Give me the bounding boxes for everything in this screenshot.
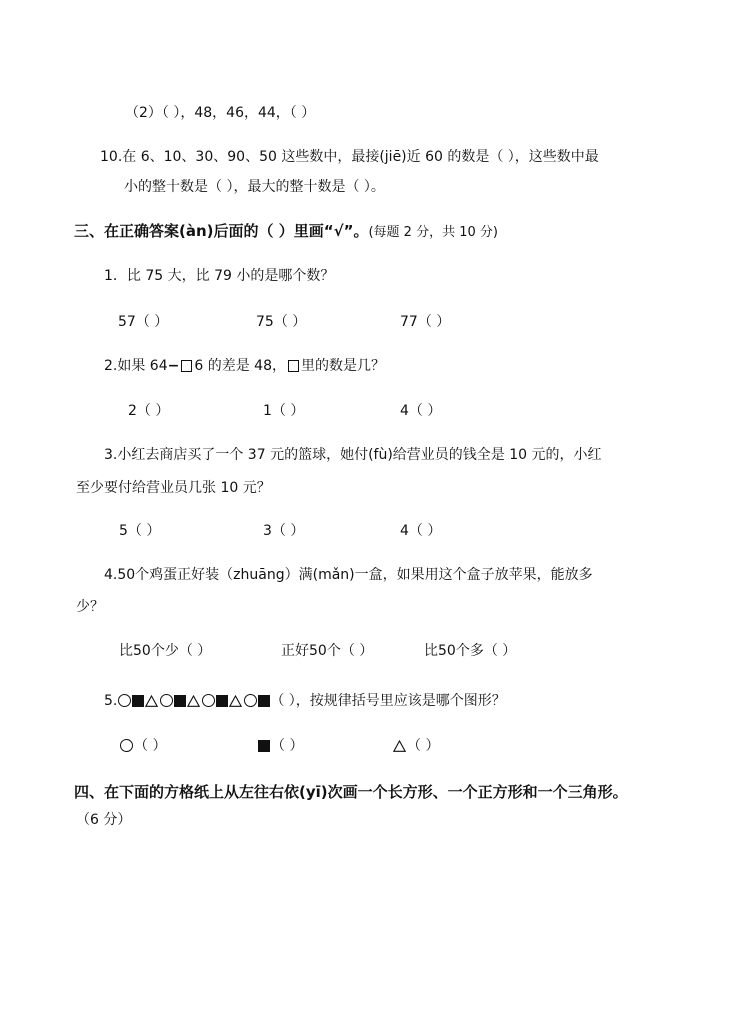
section4-note: （6 分）	[76, 812, 132, 828]
blank-box-icon	[288, 360, 299, 372]
q5-option-b-label: （ ）	[271, 738, 304, 754]
circle-icon	[202, 694, 215, 707]
filled-square-icon	[216, 695, 228, 707]
q5-prefix: 5.	[104, 693, 118, 709]
q3-line2: 至少要付给营业员几张 10 元？	[76, 480, 271, 496]
triangle-icon	[229, 695, 242, 707]
section4-title: 四、在下面的方格纸上从左往右依(yī)次画一个长方形、一个正方形和一个三角形。	[74, 783, 628, 801]
q2-prefix: 2.如果 64	[104, 358, 168, 374]
q5-question	[104, 692, 506, 710]
q3-line1: 3.小红去商店买了一个 37 元的篮球，她付(fù)给营业员的钱全是 10 元的，小红	[104, 447, 602, 463]
q5-option-b[interactable]	[257, 737, 303, 755]
section3-title-text: 三、在正确答案(àn)后面的（ ）里画“√”。	[74, 222, 369, 240]
q2-minus-sign: −	[167, 358, 180, 374]
triangle-icon	[145, 695, 158, 707]
q2-suffix: 里的数是几？	[300, 358, 385, 374]
section3-note: (每题 2 分，共 10 分)	[368, 225, 498, 240]
circle-icon	[160, 694, 173, 707]
section3-title	[74, 222, 498, 242]
q4-option-c[interactable]: 比50个多（ ）	[424, 643, 517, 659]
q1-option-c[interactable]: 77（ ）	[400, 314, 451, 330]
q5-option-c[interactable]	[392, 737, 439, 755]
q3-option-a[interactable]: 5（ ）	[119, 523, 161, 539]
q3-option-c[interactable]: 4（ ）	[400, 523, 442, 539]
q2-option-a[interactable]: 2（ ）	[128, 403, 170, 419]
q4-option-a[interactable]: 比50个少（ ）	[119, 643, 212, 659]
filled-square-icon	[258, 740, 270, 752]
q4-option-b[interactable]: 正好50个（ ）	[281, 643, 374, 659]
q2-option-b[interactable]: 1（ ）	[263, 403, 305, 419]
q4-line2: 少？	[76, 599, 104, 615]
q2-option-c[interactable]: 4（ ）	[400, 403, 442, 419]
q5-option-c-label: （ ）	[407, 738, 440, 754]
triangle-icon	[393, 740, 406, 752]
q5-option-a-label: （ ）	[134, 738, 167, 754]
q1-option-a[interactable]: 57（ ）	[118, 314, 169, 330]
q1-question: 1．比 75 大，比 79 小的是哪个数？	[104, 268, 335, 284]
q2-middle: 6 的差是 48，	[194, 358, 286, 374]
q2-question	[104, 357, 385, 375]
q9-part2-text: （2）（ ），48，46，44，（ ）	[125, 105, 316, 121]
filled-square-icon	[174, 695, 186, 707]
triangle-icon	[187, 695, 200, 707]
q4-line1: 4.50个鸡蛋正好装（zhuāng）满(mǎn)一盒，如果用这个盒子放苹果，能放多	[104, 567, 593, 583]
q10-line1: 10.在 6、10、30、90、50 这些数中，最接(jiē)近 60 的数是（ ），这些数中最	[100, 149, 599, 165]
filled-square-icon	[132, 695, 144, 707]
q10-line2: 小的整十数是（ ），最大的整十数是（ ）。	[124, 179, 385, 195]
shape-sequence	[117, 693, 270, 709]
q1-option-b[interactable]: 75（ ）	[256, 314, 307, 330]
circle-icon	[120, 739, 133, 752]
q5-option-a[interactable]	[119, 737, 166, 755]
filled-square-icon	[258, 695, 270, 707]
q5-suffix: （ ），按规律括号里应该是哪个图形？	[270, 693, 506, 709]
q3-option-b[interactable]: 3（ ）	[263, 523, 305, 539]
circle-icon	[118, 694, 131, 707]
blank-box-icon	[181, 360, 192, 372]
circle-icon	[244, 694, 257, 707]
